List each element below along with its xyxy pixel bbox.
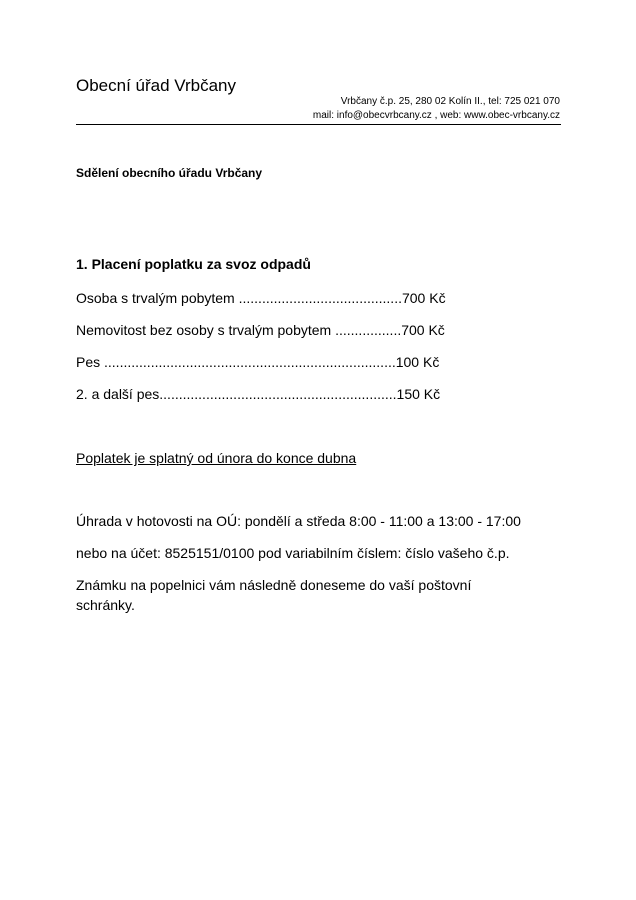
bank-transfer-info: nebo na účet: 8525151/0100 pod variabilním číslem: číslo vašeho č.p. [76,545,510,561]
fee-row-property: Nemovitost bez osoby s trvalým pobytem .................700 Kč [76,322,445,338]
fee-list [76,288,476,416]
fee-row-additional-dog: 2. a další pes.............................................................150 Kč [76,386,441,402]
fee-row-resident: Osoba s trvalým pobytem ..........................................700 Kč [76,290,446,306]
fee-row-dog: Pes ...........................................................................100 Kč [76,354,440,370]
header-divider [76,124,561,125]
contact-block [313,95,560,123]
email-web-line: mail: info@obecvrbcany.cz , web: www.obec-vrbcany.cz [312,110,560,121]
notice-title: Sdělení obecního úřadu Vrbčany [76,166,263,180]
due-date-notice: Poplatek je splatný od února do konce dubna [76,450,357,466]
section-heading: 1. Placení poplatku za svoz odpadů [76,256,311,272]
address-line: Vrbčany č.p. 25, 280 02 Kolín II., tel: 725 021 070 [340,96,560,107]
office-name: Obecní úřad Vrbčany [76,76,237,95]
sticker-delivery-note: Známku na popelnici vám následně doneseme do vaší poštovní schránky. [76,577,472,613]
cash-payment-hours: Úhrada v hotovosti na OÚ: pondělí a středa 8:00 - 11:00 a 13:00 - 17:00 [76,513,521,529]
